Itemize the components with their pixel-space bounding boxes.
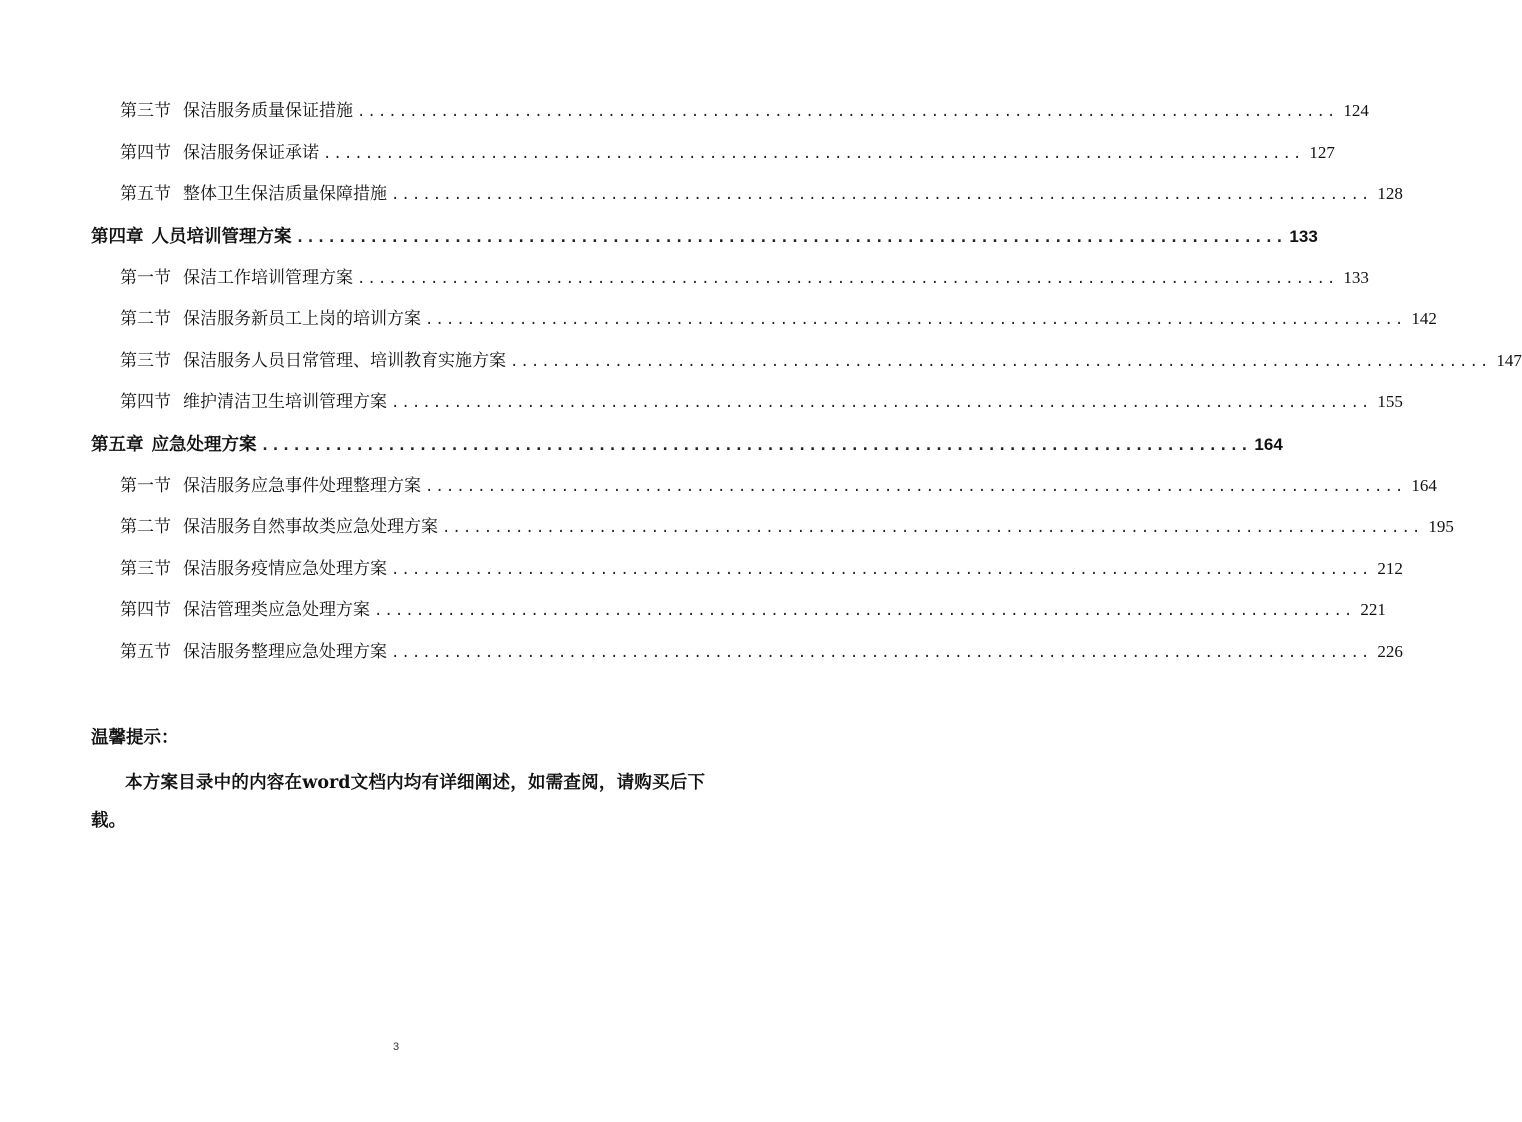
toc-chapter-entry[interactable]	[91, 225, 1318, 249]
toc-dot-leader: ..............................................................................................	[391, 395, 1372, 411]
toc-chapter-entry[interactable]	[91, 433, 1283, 457]
toc-entry-number: 第四节	[120, 392, 171, 412]
toc-entry-page: 124	[1343, 101, 1369, 120]
toc-dot-leader: ..............................................................................................	[295, 228, 1286, 246]
toc-entry[interactable]	[120, 390, 1403, 415]
toc-entry[interactable]	[120, 266, 1369, 291]
toc-entry-number: 第四节	[120, 143, 171, 163]
toc-entry[interactable]	[120, 141, 1335, 166]
toc-entry-number: 第二节	[120, 517, 171, 537]
toc-entry[interactable]	[120, 474, 1437, 499]
notice-body: 本方案目录中的内容在word文档内均有详细阐述，如需查阅，请购买后下载。	[91, 773, 705, 831]
toc-entry-number: 第一节	[120, 268, 171, 288]
toc-entry-page: 212	[1377, 559, 1403, 578]
toc-entry[interactable]	[120, 640, 1403, 665]
toc-entry-number: 第三节	[120, 101, 171, 121]
toc-entry-page: 147	[1496, 351, 1522, 370]
toc-dot-leader: ..............................................................................................	[323, 146, 1304, 162]
toc-entry-number: 第一节	[120, 476, 171, 496]
toc-entry-page: 221	[1360, 600, 1386, 619]
toc-entry-title: 维护清洁卫生培训管理方案	[183, 392, 387, 412]
toc-entry-page: 127	[1309, 143, 1335, 162]
toc-dot-leader: ..............................................................................................	[391, 645, 1372, 661]
toc-entry-title: 保洁服务整理应急处理方案	[183, 642, 387, 662]
toc-dot-leader: ..............................................................................................	[442, 520, 1423, 536]
toc-entry[interactable]	[120, 598, 1386, 623]
toc-chapter-page: 164	[1254, 435, 1283, 454]
toc-chapter-title: 应急处理方案	[151, 435, 257, 455]
toc-chapter-page: 133	[1289, 227, 1318, 246]
toc-entry-title: 整体卫生保洁质量保障措施	[183, 184, 387, 204]
toc-entry-page: 226	[1377, 642, 1403, 661]
toc-entry-title: 保洁服务新员工上岗的培训方案	[183, 309, 421, 329]
toc-entry[interactable]	[120, 182, 1403, 207]
toc-dot-leader: ..............................................................................................	[425, 479, 1406, 495]
toc-dot-leader: ..............................................................................................	[425, 312, 1406, 328]
toc-entry[interactable]	[120, 349, 1522, 374]
toc-entry-title: 保洁服务应急事件处理整理方案	[183, 476, 421, 496]
toc-dot-leader: ..............................................................................................	[357, 104, 1338, 120]
toc-chapter-number: 第四章	[91, 227, 144, 247]
toc-chapter-number: 第五章	[91, 435, 144, 455]
toc-entry-page: 195	[1428, 517, 1454, 536]
toc-entry-page: 164	[1411, 476, 1437, 495]
toc-entry-number: 第五节	[120, 184, 171, 204]
toc-entry-title: 保洁服务质量保证措施	[183, 101, 353, 121]
toc-chapter-title: 人员培训管理方案	[151, 227, 292, 247]
toc-entry-number: 第四节	[120, 600, 171, 620]
toc-entry-title: 保洁服务保证承诺	[183, 143, 319, 163]
toc-dot-leader: ..............................................................................................	[260, 436, 1251, 454]
toc-entry[interactable]	[120, 515, 1454, 540]
toc-dot-leader: ..............................................................................................	[357, 271, 1338, 287]
toc-entry-page: 142	[1411, 309, 1437, 328]
toc-dot-leader: ..............................................................................................	[510, 354, 1491, 370]
toc-entry-title: 保洁管理类应急处理方案	[183, 600, 370, 620]
toc-dot-leader: ..............................................................................................	[391, 562, 1372, 578]
toc-entry-title: 保洁服务自然事故类应急处理方案	[183, 517, 438, 537]
toc-entry-number: 第五节	[120, 642, 171, 662]
toc-dot-leader: ..............................................................................................	[391, 187, 1372, 203]
toc-entry-number: 第三节	[120, 351, 171, 371]
toc-entry[interactable]	[120, 557, 1403, 582]
toc-entry[interactable]	[120, 307, 1437, 332]
toc-entry[interactable]	[120, 99, 1369, 124]
toc-entry-page: 128	[1377, 184, 1403, 203]
toc-entry-title: 保洁服务疫情应急处理方案	[183, 559, 387, 579]
toc-entry-number: 第三节	[120, 559, 171, 579]
toc-entry-page: 133	[1343, 268, 1369, 287]
notice-title: 温馨提示：	[91, 728, 179, 748]
toc-entry-title: 保洁服务人员日常管理、培训教育实施方案	[183, 351, 506, 371]
toc-dot-leader: ..............................................................................................	[374, 603, 1355, 619]
toc-entry-page: 155	[1377, 392, 1403, 411]
toc-entry-title: 保洁工作培训管理方案	[183, 268, 353, 288]
toc-entry-number: 第二节	[120, 309, 171, 329]
page-number: 3	[392, 1041, 400, 1053]
